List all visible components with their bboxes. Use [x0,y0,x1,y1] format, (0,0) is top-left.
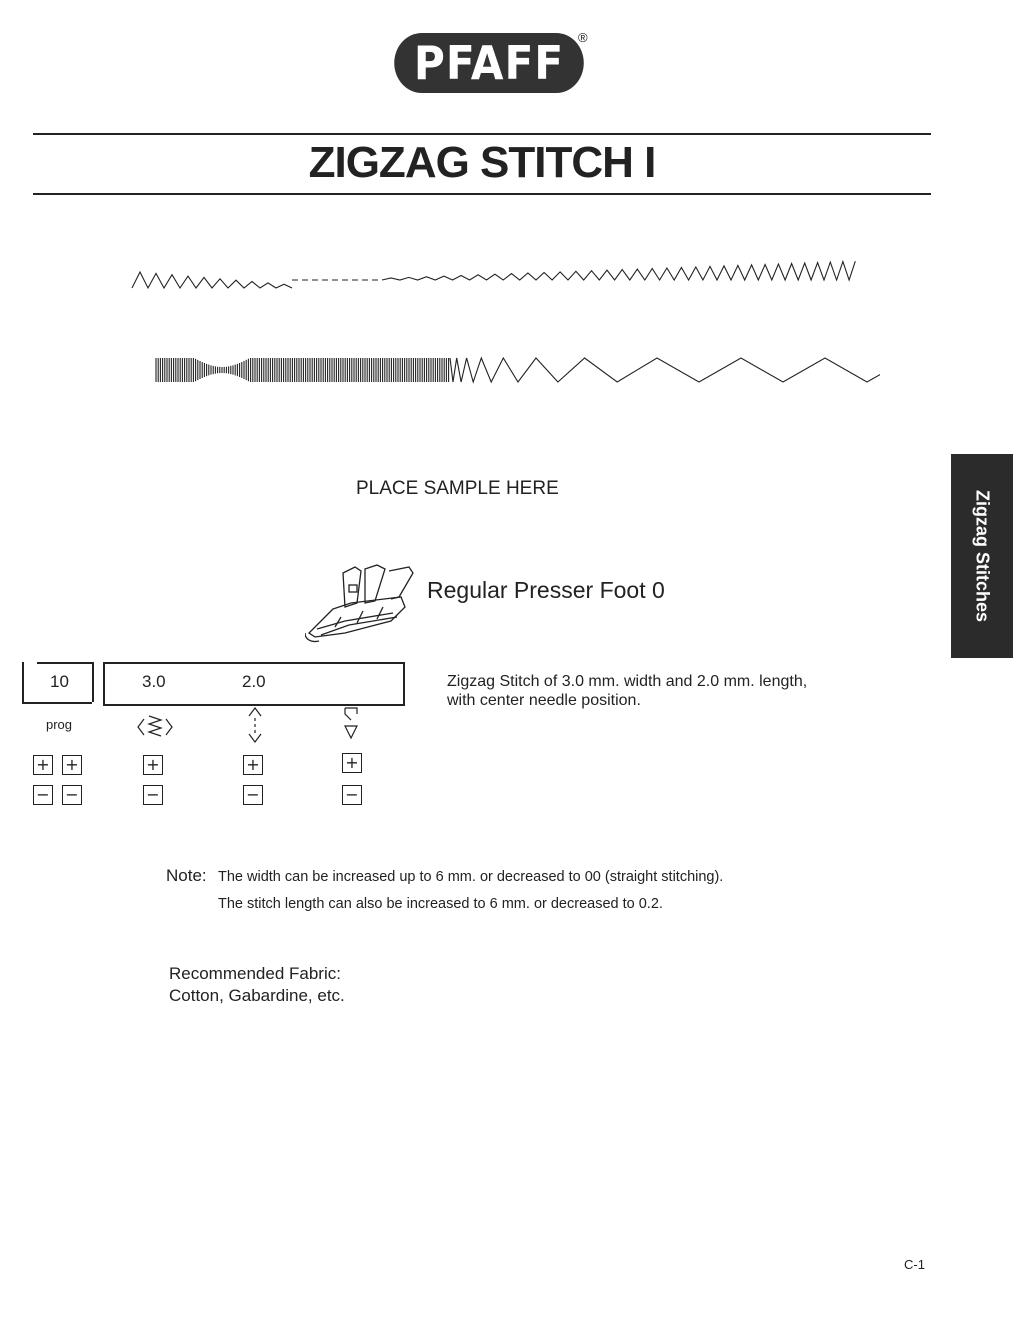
title-rule-bottom [33,193,931,195]
width-value: 3.0 [142,672,166,691]
presser-foot-label: Regular Presser Foot 0 [427,577,665,603]
panel-divider [92,662,94,702]
program-number: 10 [50,672,69,691]
prog-units-plus-button[interactable]: + [62,755,82,775]
length-value: 2.0 [242,672,266,691]
panel-left-edge [22,662,24,702]
note-label: Note: [166,866,207,885]
registered-mark: ® [578,30,588,45]
pfaff-logo: PFAFF [394,33,584,93]
fabric-value: Cotton, Gabardine, etc. [169,986,345,1005]
mirror-minus-button[interactable]: − [342,785,362,805]
section-tab-label: Zigzag Stitches [972,489,993,623]
satin-to-zigzag-row [156,358,880,382]
note-line: The stitch length can also be increased to 6 mm. or decreased to 0.2. [218,896,663,912]
stitch-width-icon [136,712,174,742]
fabric-label: Recommended Fabric: [169,964,341,983]
stitch-samples-illustration [120,240,880,400]
sample-placeholder-label: PLACE SAMPLE HERE [356,478,559,499]
note-line: The width can be increased up to 6 mm. or decreased to 00 (straight stitching). [218,869,724,885]
width-minus-button[interactable]: − [143,785,163,805]
mirror-plus-button[interactable]: + [342,753,362,773]
mirror-image-icon [342,706,360,742]
page-number: C-1 [904,1257,925,1272]
prog-label: prog [46,717,73,732]
stitch-description [447,672,807,710]
page-title: ZIGZAG STITCH I [308,138,656,187]
section-tab[interactable] [951,454,1013,658]
length-plus-button[interactable]: + [243,755,263,775]
presser-foot-icon [305,563,417,645]
width-plus-button[interactable]: + [143,755,163,775]
panel-bottom-edge [22,702,92,704]
prog-tens-minus-button[interactable]: − [33,785,53,805]
zigzag-variation-row [132,261,855,288]
stitch-length-icon [246,706,264,744]
prog-units-minus-button[interactable]: − [62,785,82,805]
panel-top-edge [37,662,92,664]
prog-tens-plus-button[interactable]: + [33,755,53,775]
description-line: Zigzag Stitch of 3.0 mm. width and 2.0 mm. length, [447,673,808,690]
length-minus-button[interactable]: − [243,785,263,805]
description-line: with center needle position. [447,692,641,709]
title-rule-top [33,133,931,135]
